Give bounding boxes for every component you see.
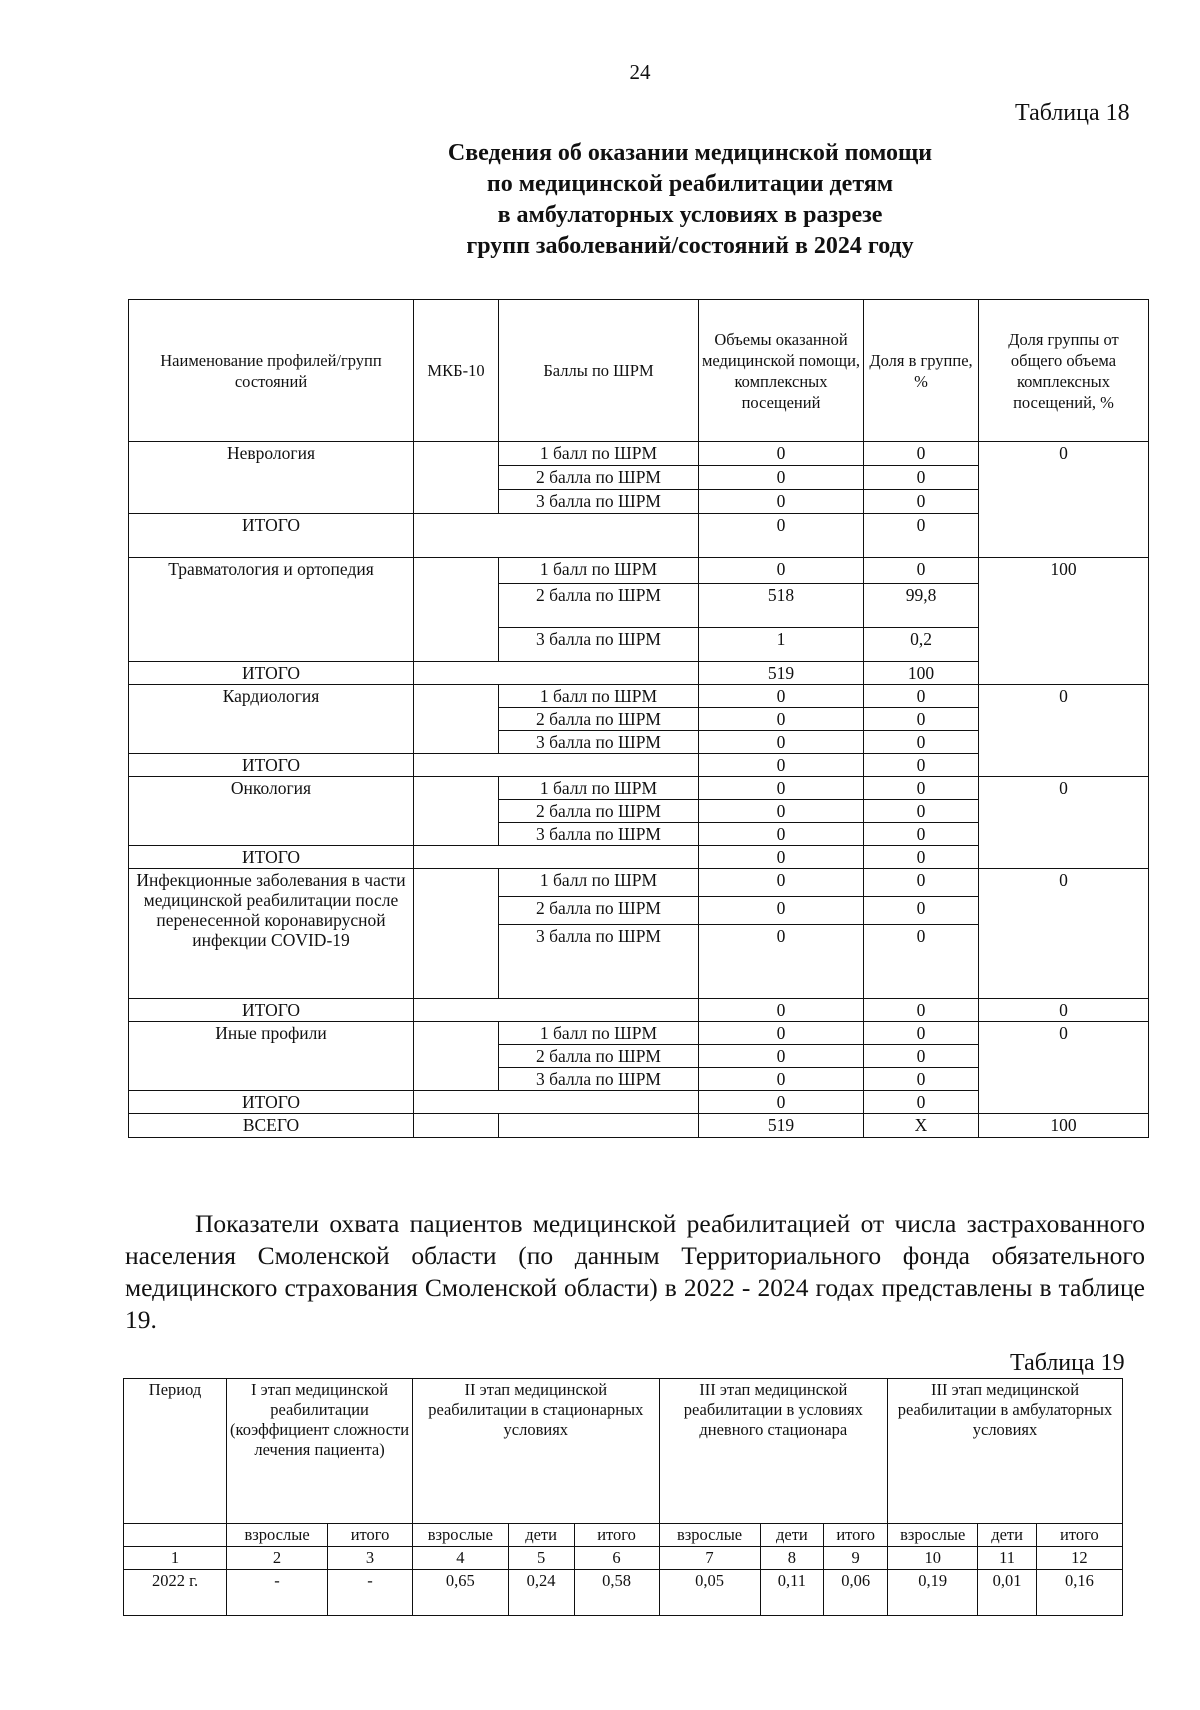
volume-cell: 0 xyxy=(699,869,864,897)
shrm-cell: 1 балл по ШРМ xyxy=(499,685,699,708)
subheader-cell: взрослые xyxy=(413,1524,509,1547)
grand-total-label: ВСЕГО xyxy=(129,1114,414,1138)
table-cell: 0,11 xyxy=(760,1570,824,1616)
shrm-cell: 1 балл по ШРМ xyxy=(499,777,699,800)
shrm-cell: 1 балл по ШРМ xyxy=(499,869,699,897)
volume-cell: 0 xyxy=(699,708,864,731)
share-group-cell: 0,2 xyxy=(864,628,979,662)
share-total-cell: 0 xyxy=(979,777,1149,869)
share-group-cell: 0 xyxy=(864,1022,979,1045)
total-empty xyxy=(414,999,699,1022)
total-empty xyxy=(414,754,699,777)
group-name: Инфекционные заболевания в части медицинской реабилитации после перенесенной коронавирусной инфекции COVID-19 xyxy=(129,869,414,999)
column-number: 3 xyxy=(328,1547,413,1570)
volume-cell: 0 xyxy=(699,731,864,754)
total-label: ИТОГО xyxy=(129,754,414,777)
table-row xyxy=(129,1022,1149,1045)
column-number: 12 xyxy=(1036,1547,1122,1570)
shrm-cell: 1 балл по ШРМ xyxy=(499,558,699,584)
table-19-subheader-row xyxy=(124,1524,1123,1547)
mkb-cell xyxy=(414,777,499,846)
header-name: Наименование профилей/групп состояний xyxy=(129,300,414,442)
column-number: 4 xyxy=(413,1547,509,1570)
paragraph-text: Показатели охвата пациентов медицинской реабилитацией от числа застрахованного населения Смоленской области (по данным Территориального фонда обязательного медицинского страхования Смоленской области) в 2022 - 2024 годах представлены в таблице 19. xyxy=(125,1209,1145,1334)
title-line: в амбулаторных условиях в разрезе xyxy=(497,202,883,228)
share-group-cell: 0 xyxy=(864,731,979,754)
share-group-cell: 0 xyxy=(864,558,979,584)
grand-total-shrm xyxy=(499,1114,699,1138)
shrm-cell: 3 балла по ШРМ xyxy=(499,925,699,999)
total-volume: 0 xyxy=(699,754,864,777)
share-group-cell: 0 xyxy=(864,466,979,490)
volume-cell: 0 xyxy=(699,490,864,514)
shrm-cell: 3 балла по ШРМ xyxy=(499,1068,699,1091)
volume-cell: 0 xyxy=(699,1022,864,1045)
volume-cell: 0 xyxy=(699,897,864,925)
volume-cell: 0 xyxy=(699,558,864,584)
table-cell: - xyxy=(227,1570,328,1616)
grand-total-mkb xyxy=(414,1114,499,1138)
group-name: Травматология и ортопедия xyxy=(129,558,414,662)
total-label: ИТОГО xyxy=(129,662,414,685)
column-number: 2 xyxy=(227,1547,328,1570)
table-18-caption: Таблица 18 xyxy=(1015,100,1130,126)
column-number: 11 xyxy=(978,1547,1036,1570)
total-empty xyxy=(414,1091,699,1114)
group-name: Иные профили xyxy=(129,1022,414,1091)
table-cell: 0,19 xyxy=(888,1570,978,1616)
title-line: групп заболеваний/состояний в 2024 году xyxy=(466,233,914,259)
volume-cell: 0 xyxy=(699,925,864,999)
body-paragraph xyxy=(125,1208,1145,1336)
title-line: Сведения об оказании медицинской помощи xyxy=(447,140,933,166)
total-share-group: 0 xyxy=(864,999,979,1022)
share-group-cell: 0 xyxy=(864,1068,979,1091)
total-share-group: 0 xyxy=(864,1091,979,1114)
header-period: Период xyxy=(124,1379,227,1524)
shrm-cell: 2 балла по ШРМ xyxy=(499,584,699,628)
share-group-cell: 0 xyxy=(864,442,979,466)
subheader-cell: взрослые xyxy=(659,1524,760,1547)
mkb-cell xyxy=(414,1022,499,1091)
table-cell: 0,16 xyxy=(1036,1570,1122,1616)
header-stage1: I этап медицинской реабилитации (коэффициент сложности лечения пациента) xyxy=(227,1379,413,1524)
subheader-cell: дети xyxy=(508,1524,574,1547)
subheader-cell: взрослые xyxy=(888,1524,978,1547)
group-name: Неврология xyxy=(129,442,414,514)
total-share-group: 100 xyxy=(864,662,979,685)
column-number: 6 xyxy=(574,1547,659,1570)
table-header-row xyxy=(129,300,1149,442)
shrm-cell: 3 балла по ШРМ xyxy=(499,628,699,662)
column-number: 8 xyxy=(760,1547,824,1570)
share-group-cell: 0 xyxy=(864,777,979,800)
shrm-cell: 2 балла по ШРМ xyxy=(499,897,699,925)
share-group-cell: 0 xyxy=(864,897,979,925)
header-period-cont xyxy=(124,1524,227,1547)
share-group-cell: 0 xyxy=(864,490,979,514)
share-total-cell: 0 xyxy=(979,869,1149,999)
table-18-title xyxy=(300,138,1080,262)
column-number: 9 xyxy=(824,1547,888,1570)
column-number: 7 xyxy=(659,1547,760,1570)
grand-total-share-group: X xyxy=(864,1114,979,1138)
share-group-cell: 0 xyxy=(864,685,979,708)
volume-cell: 0 xyxy=(699,777,864,800)
share-group-cell: 0 xyxy=(864,708,979,731)
column-number: 10 xyxy=(888,1547,978,1570)
table-cell: 0,65 xyxy=(413,1570,509,1616)
table-cell: 0,05 xyxy=(659,1570,760,1616)
total-label: ИТОГО xyxy=(129,846,414,869)
volume-cell: 518 xyxy=(699,584,864,628)
share-group-cell: 0 xyxy=(864,823,979,846)
header-mkb: МКБ-10 xyxy=(414,300,499,442)
shrm-cell: 3 балла по ШРМ xyxy=(499,490,699,514)
volume-cell: 0 xyxy=(699,442,864,466)
share-group-cell: 0 xyxy=(864,800,979,823)
table-row xyxy=(129,777,1149,800)
group-name: Кардиология xyxy=(129,685,414,754)
table-row xyxy=(129,685,1149,708)
table-row xyxy=(129,558,1149,584)
mkb-cell xyxy=(414,442,499,514)
header-stage2: II этап медицинской реабилитации в стационарных условиях xyxy=(413,1379,660,1524)
group-name: Онкология xyxy=(129,777,414,846)
header-share-total: Доля группы от общего объема комплексных посещений, % xyxy=(979,300,1149,442)
volume-cell: 0 xyxy=(699,1068,864,1091)
table-19-caption: Таблица 19 xyxy=(1010,1350,1125,1376)
shrm-cell: 2 балла по ШРМ xyxy=(499,800,699,823)
share-total-cell: 0 xyxy=(979,1022,1149,1114)
volume-cell: 0 xyxy=(699,1045,864,1068)
share-group-cell: 99,8 xyxy=(864,584,979,628)
shrm-cell: 3 балла по ШРМ xyxy=(499,823,699,846)
total-empty xyxy=(414,662,699,685)
table-row xyxy=(124,1570,1123,1616)
subheader-cell: дети xyxy=(978,1524,1036,1547)
mkb-cell xyxy=(414,869,499,999)
shrm-cell: 3 балла по ШРМ xyxy=(499,731,699,754)
total-volume: 0 xyxy=(699,846,864,869)
table-cell: 0,24 xyxy=(508,1570,574,1616)
total-share-group: 0 xyxy=(864,846,979,869)
cell-period: 2022 г. xyxy=(124,1570,227,1616)
share-total-cell: 0 xyxy=(979,442,1149,558)
title-line: по медицинской реабилитации детям xyxy=(486,171,894,197)
total-share-group: 0 xyxy=(864,754,979,777)
table-19 xyxy=(123,1378,1123,1616)
table-19-header-row xyxy=(124,1379,1123,1524)
grand-total-row xyxy=(129,1114,1149,1138)
volume-cell: 0 xyxy=(699,823,864,846)
total-share-total: 0 xyxy=(979,999,1149,1022)
mkb-cell xyxy=(414,558,499,662)
shrm-cell: 2 балла по ШРМ xyxy=(499,1045,699,1068)
share-total-cell: 100 xyxy=(979,558,1149,685)
total-label: ИТОГО xyxy=(129,999,414,1022)
mkb-cell xyxy=(414,685,499,754)
shrm-cell: 2 балла по ШРМ xyxy=(499,708,699,731)
total-share-group: 0 xyxy=(864,514,979,558)
table-row xyxy=(129,869,1149,897)
table-19-number-row xyxy=(124,1547,1123,1570)
table-cell: 0,58 xyxy=(574,1570,659,1616)
total-volume: 0 xyxy=(699,514,864,558)
subheader-cell: итого xyxy=(824,1524,888,1547)
shrm-cell: 1 балл по ШРМ xyxy=(499,442,699,466)
header-volume: Объемы оказанной медицинской помощи, комплексных посещений xyxy=(699,300,864,442)
subheader-cell: итого xyxy=(574,1524,659,1547)
header-shrm: Баллы по ШРМ xyxy=(499,300,699,442)
shrm-cell: 1 балл по ШРМ xyxy=(499,1022,699,1045)
header-share-group: Доля в группе, % xyxy=(864,300,979,442)
total-volume: 519 xyxy=(699,662,864,685)
volume-cell: 1 xyxy=(699,628,864,662)
volume-cell: 0 xyxy=(699,800,864,823)
total-label: ИТОГО xyxy=(129,1091,414,1114)
total-volume: 0 xyxy=(699,1091,864,1114)
share-group-cell: 0 xyxy=(864,869,979,897)
subheader-cell: итого xyxy=(1036,1524,1122,1547)
table-18 xyxy=(128,299,1149,1138)
table-total-row xyxy=(129,999,1149,1022)
table-cell: - xyxy=(328,1570,413,1616)
shrm-cell: 2 балла по ШРМ xyxy=(499,466,699,490)
subheader-cell: дети xyxy=(760,1524,824,1547)
subheader-cell: итого xyxy=(328,1524,413,1547)
table-cell: 0,01 xyxy=(978,1570,1036,1616)
share-group-cell: 0 xyxy=(864,925,979,999)
share-total-cell: 0 xyxy=(979,685,1149,777)
grand-total-share-total: 100 xyxy=(979,1114,1149,1138)
header-stage3-amb: III этап медицинской реабилитации в амбулаторных условиях xyxy=(888,1379,1123,1524)
total-label: ИТОГО xyxy=(129,514,414,558)
total-empty xyxy=(414,846,699,869)
subheader-cell: взрослые xyxy=(227,1524,328,1547)
volume-cell: 0 xyxy=(699,685,864,708)
header-stage3-day: III этап медицинской реабилитации в условиях дневного стационара xyxy=(659,1379,887,1524)
column-number: 5 xyxy=(508,1547,574,1570)
grand-total-volume: 519 xyxy=(699,1114,864,1138)
total-volume: 0 xyxy=(699,999,864,1022)
table-cell: 0,06 xyxy=(824,1570,888,1616)
page-number: 24 xyxy=(629,60,651,84)
total-empty xyxy=(414,514,699,558)
column-number: 1 xyxy=(124,1547,227,1570)
volume-cell: 0 xyxy=(699,466,864,490)
share-group-cell: 0 xyxy=(864,1045,979,1068)
table-row xyxy=(129,442,1149,466)
